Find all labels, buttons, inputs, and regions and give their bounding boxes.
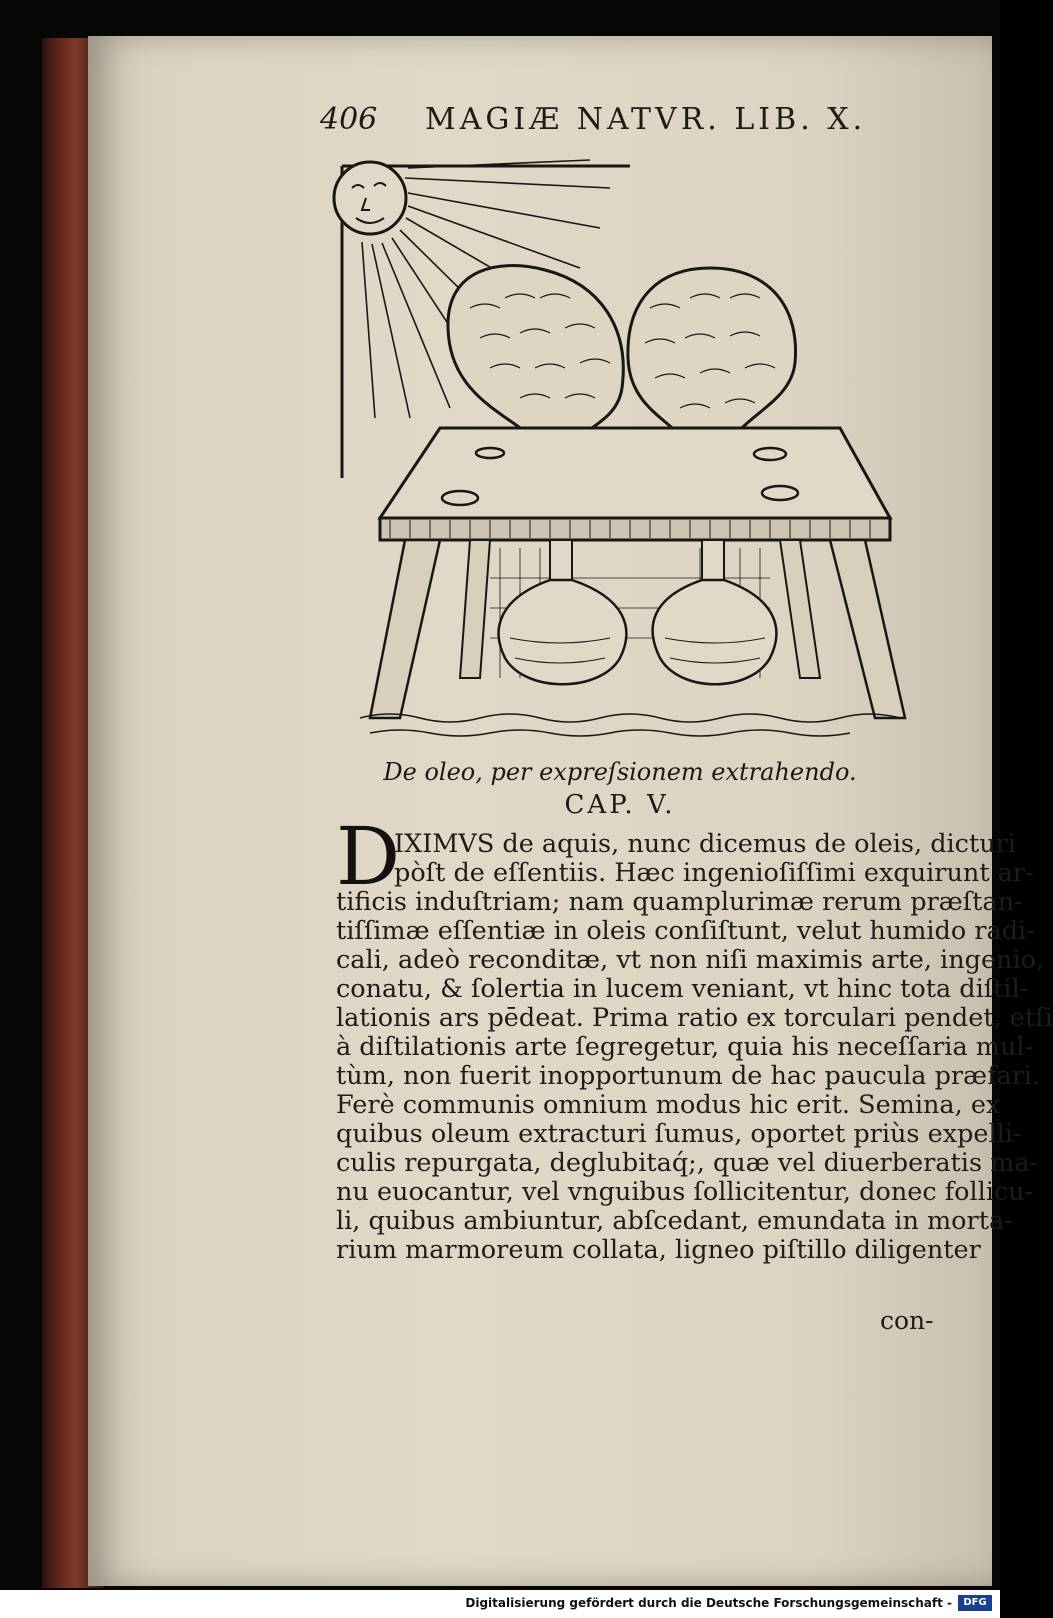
text-line: rium marmoreum collata, ligneo piſtillo diligenter	[336, 1235, 981, 1265]
text-line: cali, adeò reconditæ, vt non niſi maximis arte, ingenio,	[336, 945, 1045, 975]
sun-icon	[334, 162, 406, 234]
body-text	[336, 829, 1053, 1265]
funding-notice: Digitalisierung gefördert durch die Deutsche Forschungsgemeinschaft -	[465, 1596, 952, 1610]
chapter-heading: CAP. V.	[564, 790, 676, 820]
page-header	[0, 96, 1000, 136]
text-line: tiſſimæ eſſentiæ in oleis conſiſtunt, velut humido radi-	[336, 916, 1035, 946]
text-line: quibus oleum extracturi ſumus, oportet priùs expelli-	[336, 1119, 1022, 1149]
text-line: Ferè communis omnium modus hic erit. Semina, ex	[336, 1090, 1001, 1120]
figure-caption: De oleo, per expreſsionem extrahendo.	[383, 758, 857, 786]
catchword: con-	[880, 1306, 934, 1335]
flask-left	[499, 540, 627, 684]
text-line: li, quibus ambiuntur, abſcedant, emundata in morta-	[336, 1206, 1013, 1236]
flask-right	[653, 540, 777, 684]
page-number: 406	[320, 102, 378, 137]
drop-cap: D	[336, 810, 401, 903]
text-line: à diſtilationis arte ſegregetur, quia his neceſſaria mul-	[336, 1032, 1034, 1062]
footer-bar	[0, 1590, 1000, 1618]
dfg-logo: DFG	[958, 1595, 992, 1611]
running-head: MAGIÆ NATVR. LIB. X.	[425, 102, 867, 137]
text-line: tificis induſtriam; nam quamplurimæ rerum præſtan-	[336, 887, 1023, 917]
text-line: tùm, non fuerit inopportunum de hac paucula præfari.	[336, 1061, 1041, 1091]
text-line: pòſt de eſſentiis. Hæc ingenioſiſſimi exquirunt ar-	[394, 858, 1034, 888]
text-line: lationis ars pēdeat. Prima ratio ex torculari pendet, etſi	[336, 1003, 1053, 1033]
text-line: nu euocantur, vel vnguibus ſollicitentur, donec follicu-	[336, 1177, 1034, 1207]
text-line: IXIMVS de aquis, nunc dicemus de oleis, dicturi	[394, 829, 1016, 859]
table	[370, 428, 905, 718]
text-line: conatu, & ſolertia in lucem veniant, vt hinc tota diſtil-	[336, 974, 1029, 1004]
woodcut-illustration	[330, 158, 920, 748]
text-line: culis repurgata, deglubitaq́;, quæ vel diuerberatis ma-	[336, 1148, 1039, 1178]
